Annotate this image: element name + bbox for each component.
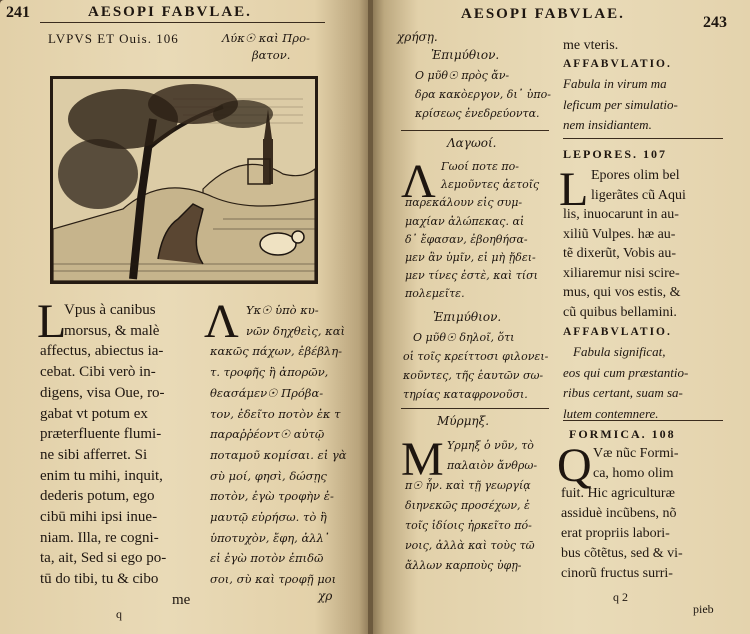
moral-latin-1: Fabula in virum ma leficum per simulatio- nem insidiantem. [563,76,678,132]
cont-latin: me vteris. [563,38,619,53]
left-page [0,0,370,634]
cont-greek: χρήσῃ. [397,30,438,44]
woodcut-illustration [50,76,318,284]
moral-latin-2: Fabula significat, eos qui cum præstantio- ribus certant, suam sa- lutem contemnere. [563,344,689,421]
left-signature: q [116,607,122,621]
myrmex-heading: Μύρμηξ. [437,414,490,428]
greek-myrmex-text: Υρμηξ ὁ νῦν, τὸ παλαιὸν ἄνθρω- π☉ ἦν. καὶ τῇ γεωργίᾳ διηνεκῶς προσέχων, ἐ τοῖς ἰδίοις ἠρκεῖτο πό- νοις, ἀλλὰ καὶ τοὺς τῶ ἄλλων καρποὺς ὑφῃ- [405,439,538,572]
right-running-head: AESOPI FABVLAE. [461,6,625,22]
latin-lepores-text: Epores olim bel ligerãtes cũ Aqui lis, inuocarunt in au- xiliũ Vulpes. hæ au- tẽ dixerũt, Vobis au- xiliaremur nisi scire- mus, qui vos estis, & cũ quibus bellamini. [563,168,686,320]
left-running-head: AESOPI FABVLAE. [88,4,252,20]
epimythion-heading-2: Ἐπιμύθιον. [433,310,502,324]
right-folio: 243 [703,14,727,31]
moral-greek-2: Ο μῦθ☉ δηλοῖ, ὅτι οἱ τοῖς κρείττοσι φιλονει- κοῦντες, τῆς ἑαυτῶν σω- τηρίας καταφρονοῦσι. [403,331,549,401]
fable-title-greek: Λύκ☉ καὶ Προ- βατον. [222,31,310,62]
moral-greek-1: Ο μῦθ☉ πρὸς ἄν- δρα κακὸεργον, δι᾽ ὑπο- κρίσεως ἐνεδρεύοντα. [415,69,551,120]
greek-dropcap: Λ [204,295,239,348]
greek-lagoi-dropcap: Λ [401,155,436,208]
right-page [373,0,750,634]
latin-formica-text: Væ nũc Formi- ca, homo olim fuit. Hic agriculturæ assiduè incũbens, nõ erat propriis labori- bus cõtẽtus, sed & vi- cinorũ fructus surri- [561,446,683,581]
affabulatio-label-1: AFFABVLATIO. [563,58,672,70]
lagoi-heading: Λαγωοί. [447,136,497,150]
greek-myrmex-dropcap: Μ [401,433,444,486]
epimythion-heading-1: Ἐπιμύθιον. [431,48,500,62]
right-signature: q 2 [613,590,628,604]
affabulatio-label-2: AFFABVLATIO. [563,326,672,338]
lepores-title: LEPORES. 107 [563,147,668,161]
latin-formica-dropcap: Q [557,439,592,492]
left-folio: 241 [6,4,30,21]
greek-fable-text: Υκ☉ ὑπὸ κυ- νῶν δηχθεὶς, καὶ κακῶς πάχων, ἐβέβλη- τ. τροφῆς ἢ ἀπορῶν, θεασάμεν☉ Πρόβα- τον, ἐδεῖτο ποτὸν ἐκ τ παραῤῥέοντ☉ αὐτῷ ποταμοῦ κομίσαι. εἰ γὰ σὺ μοί, φησὶ, δώσῃς ποτὸν, ἐγὼ τροφὴν ἐ- μαυτῷ εὑρήσω. τὸ ἢ ὑποτυχὸν, ἔφη, ἀλλ᾽ εἰ ἐγὼ ποτὸν ἐπιδῶ σοι, σὺ καὶ τροφῇ μοι [210,303,347,587]
greek-lagoi-text: Γωοί ποτε πο- λεμοῦντες ἀετοῖς παρεκάλουν εἰς συμ- μαχίαν ἀλώπεκας. αἱ δ᾽ ἔφασαν, ἐβοηθήσα- μεν ἂν ὑμῖν, εἰ μὴ ᾔδει- μεν τίνες ἐστὲ, καὶ τίσι πολεμεῖτε. [405,160,540,301]
right-catchword: pieb [693,602,714,616]
latin-fable-text: Vpus à canibus morsus, & malè affectus, abiectus ia- cebat. Cibi verò in- digens, visa Oue, ro- gabat vt potum ex præterfluente flumi- ne sibi afferret. Si enim tu mihi, inquit, dederis potum, ego cibū mihi ipsi inue- niam. Illa, re cogni- ta, ait, Sed si ego po- tū do tibi, tu & cibo me [40,302,191,608]
formica-title: FORMICA. 108 [569,427,676,441]
latin-dropcap: L [37,295,67,348]
left-catchword: χρ [318,589,333,603]
latin-lepores-dropcap: L [559,163,589,216]
fable-title-latin: LVPVS ET Ouis. 106 [48,31,179,46]
